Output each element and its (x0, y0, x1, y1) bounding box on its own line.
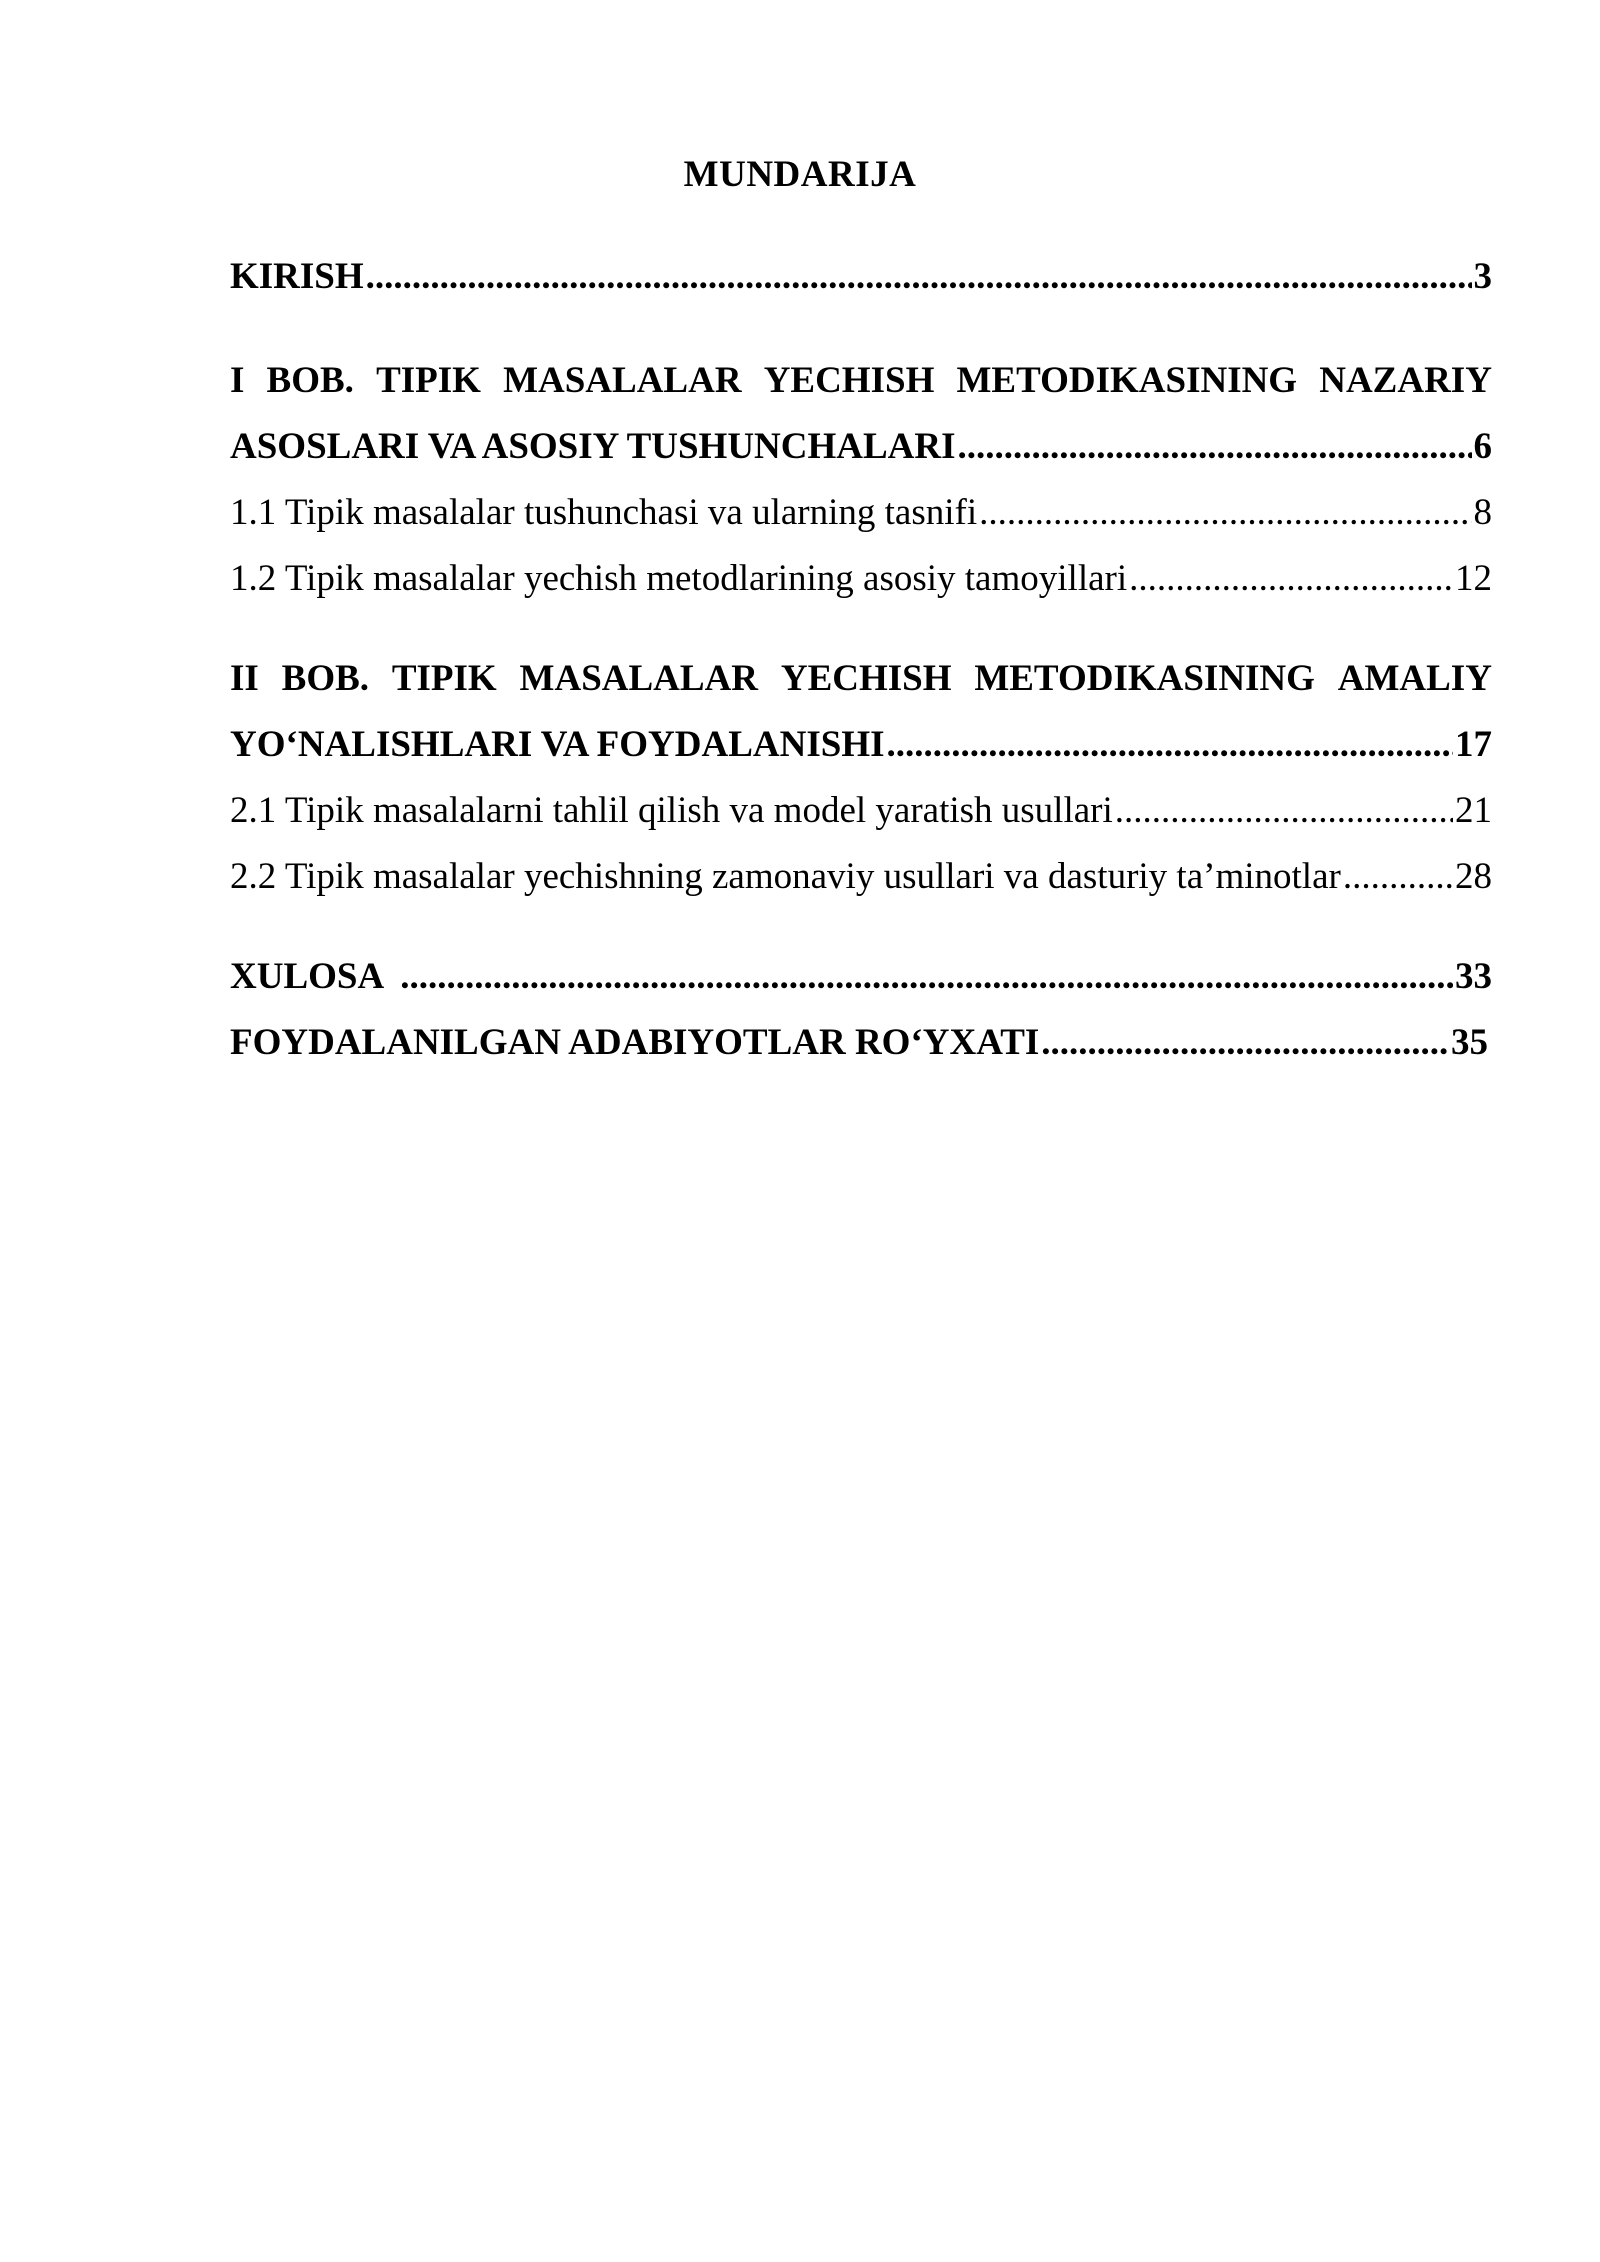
toc-entry-justified-line (230, 646, 1492, 712)
toc-entry-label: 2.2 Tipik masalalar yechishning zamonaviy usullari va dasturiy ta’minotlar (230, 856, 1341, 897)
toc-entry-label: ASOSLARI VA ASOSIY TUSHUNCHALARI (230, 426, 956, 467)
toc-page-number: 3 (1473, 256, 1492, 297)
dot-leader (1129, 546, 1453, 612)
toc-entry-bob-2 (230, 646, 1492, 778)
toc-entry-label: YO‘NALISHLARI VA FOYDALANISHI (230, 724, 885, 765)
dot-leader (366, 244, 1472, 310)
toc-entry-section-2-1 (230, 778, 1492, 844)
dot-leader (1343, 844, 1453, 910)
dot-leader (887, 712, 1454, 778)
toc-word: TIPIK (376, 360, 481, 401)
toc-word: YECHISH (763, 360, 935, 401)
toc-page-number: 8 (1473, 492, 1492, 533)
toc-word: MASALALAR (519, 658, 759, 699)
dot-leader (979, 480, 1471, 546)
toc-page-number: 12 (1455, 558, 1492, 599)
toc-entry-section-1-1 (230, 480, 1492, 546)
toc-entry-section-2-2 (230, 844, 1492, 910)
toc-page-number: 21 (1455, 790, 1492, 831)
toc-entry-adabiyotlar (230, 1010, 1488, 1076)
toc-entry-kirish (230, 244, 1492, 310)
toc-entry-xulosa (230, 944, 1492, 1010)
dot-leader (1041, 1010, 1449, 1076)
toc-word: METODIKASINING (974, 658, 1315, 699)
toc-word: METODIKASINING (956, 360, 1298, 401)
dot-leader (958, 414, 1472, 480)
toc-word: BOB. (266, 360, 354, 401)
toc-entry-label: 1.2 Tipik masalalar yechish metodlarining asosiy tamoyillari (230, 558, 1128, 599)
toc-entry-label: FOYDALANILGAN ADABIYOTLAR RO‘YXATI (230, 1022, 1040, 1063)
toc-entry-justified-line (230, 348, 1492, 414)
toc-page-number: 35 (1451, 1022, 1488, 1063)
toc-entry-label: 1.1 Tipik masalalar tushunchasi va ularning tasnifi (230, 492, 978, 533)
toc-word: NAZARIY (1319, 360, 1492, 401)
toc-word: II (230, 658, 259, 699)
toc-entry-section-1-2 (230, 546, 1492, 612)
toc-page-number: 33 (1455, 956, 1492, 997)
toc-entry-label: 2.1 Tipik masalalarni tahlil qilish va model yaratish usullari (230, 790, 1113, 831)
toc-word: YECHISH (780, 658, 952, 699)
toc-word: BOB. (281, 658, 370, 699)
toc-word: I (230, 360, 245, 401)
toc-word: TIPIK (391, 658, 497, 699)
toc-page-number: 28 (1455, 856, 1492, 897)
toc-entry-label: KIRISH (230, 256, 364, 297)
toc-entry-label: XULOSA (230, 956, 385, 997)
toc-entry-bob-1 (230, 348, 1492, 480)
dot-leader (400, 944, 1453, 1010)
toc-page-number: 6 (1473, 426, 1492, 467)
dot-leader (1115, 778, 1453, 844)
toc-heading: MUNDARIJA (683, 154, 917, 195)
toc-page-number: 17 (1455, 724, 1492, 765)
toc-word: MASALALAR (503, 360, 742, 401)
toc-word: AMALIY (1337, 658, 1492, 699)
